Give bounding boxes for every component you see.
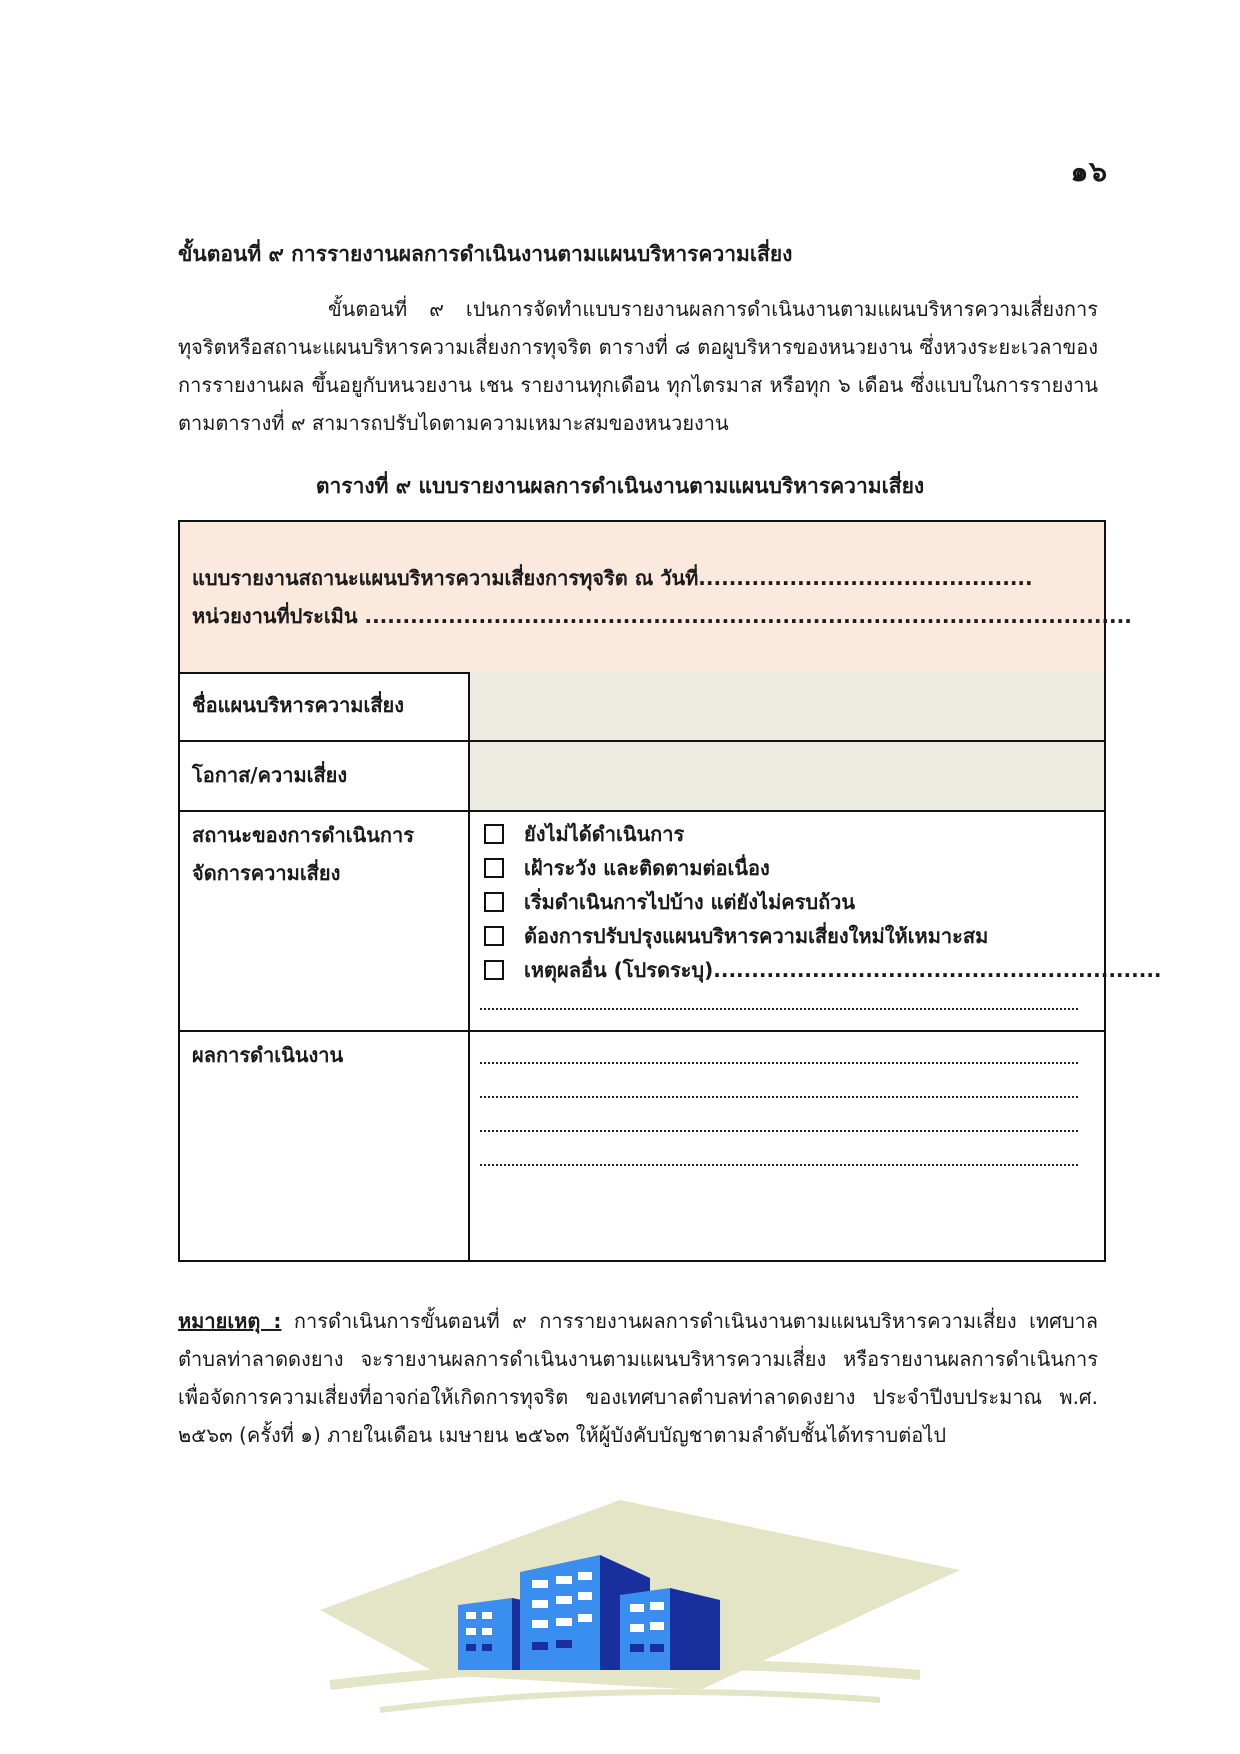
status-option[interactable]: [484, 920, 988, 952]
row-result-label: ผลการดำเนินงาน: [180, 1032, 470, 1260]
row-opportunity: [180, 742, 1104, 812]
dotted-line[interactable]: [480, 1060, 1078, 1064]
status-option-label: ต้องการปรับปรุงแผนบริหารความเสี่ยงใหม่ให้เหมาะสม: [524, 924, 989, 948]
page-number: ๑๖: [1070, 155, 1108, 188]
status-option[interactable]: [484, 886, 855, 918]
row-plan-name-label: ชื่อแผนบริหารความเสี่ยง: [180, 672, 470, 740]
building-clipart: [320, 1500, 960, 1720]
clipart-swoosh: [380, 1692, 880, 1710]
intro-paragraph-text: ขั้นตอนที่ ๙ เปนการจัดทำแบบรายงานผลการดำเนินงานตามแผนบริหารความเสี่ยงการทุจริตหรือสถานะแผนบริหารความเสี่ยงการทุจริต ตารางที่ ๘ ตอผูบริหารของหนวยงาน ซึ่งหวงระยะเวลาของการรายงานผล ขึ้นอยูกับหนวยงาน เชน รายงานทุกเดือน ทุกไตรมาส หรือทุก ๖ เดือน ซึ่งแบบในการรายงานตามตารางที่ ๙ สามารถปรับไดตามความเหมาะสมของหนวยงาน: [178, 297, 1098, 435]
dotted-line[interactable]: [480, 1094, 1078, 1098]
status-option-label: เหตุผลอื่น (โปรดระบุ)...........................................................: [524, 958, 1162, 982]
dotted-line[interactable]: [480, 1128, 1078, 1132]
row-status-label: สถานะของการดำเนินการจัดการความเสี่ยง: [180, 812, 470, 1030]
opportunity-field[interactable]: [470, 742, 1104, 810]
result-field[interactable]: [470, 1032, 1104, 1260]
status-option-label: ยังไม่ได้ดำเนินการ: [524, 822, 685, 846]
form-header-title: แบบรายงานสถานะแผนบริหารความเสี่ยงการทุจริต ณ วันที่............................................: [192, 566, 1033, 590]
row-plan-name: [180, 672, 1104, 742]
dotted-line[interactable]: [480, 1006, 1078, 1010]
checkbox-icon[interactable]: [484, 892, 504, 912]
row-status: [180, 812, 1162, 1032]
checkbox-icon[interactable]: [484, 824, 504, 844]
status-option[interactable]: [484, 954, 1162, 986]
checkbox-icon[interactable]: [484, 960, 504, 980]
footnote-label: หมายเหตุ :: [178, 1309, 282, 1333]
status-options: [470, 812, 1162, 1030]
building-right: [620, 1588, 720, 1670]
row-result: [180, 1032, 1104, 1260]
checkbox-icon[interactable]: [484, 858, 504, 878]
form-header-unit: หน่วยงานที่ประเมิน .....................................................................................................: [192, 604, 1132, 628]
section-heading: ขั้นตอนที่ ๙ การรายงานผลการดำเนินงานตามแผนบริหารความเสี่ยง: [178, 242, 793, 266]
status-option-label: เฝ้าระวัง และติดตามต่อเนื่อง: [524, 856, 770, 880]
status-option-label: เริ่มดำเนินการไปบ้าง แต่ยังไม่ครบถ้วน: [524, 890, 856, 914]
plan-name-field[interactable]: [470, 672, 1104, 740]
status-option[interactable]: [484, 818, 684, 850]
checkbox-icon[interactable]: [484, 926, 504, 946]
report-form-table: [178, 520, 1162, 1262]
footnote-text: การดำเนินการขั้นตอนที่ ๙ การรายงานผลการดำเนินงานตามแผนบริหารความเสี่ยง เทศบาลตำบลท่าลาดดงยาง จะรายงานผลการดำเนินงานตามแผนบริหารความเสี่ยง หรือรายงานผลการดำเนินการเพื่อจัดการความเสี่ยงที่อาจก่อให้เกิดการทุจริต ของเทศบาลตำบลท่าลาดดงยาง ประจำปีงบประมาณ พ.ศ. ๒๕๖๓ (ครั้งที่ ๑) ภายในเดือน เมษายน ๒๕๖๓ ให้ผู้บังคับบัญชาตามลำดับชั้นได้ทราบต่อไป: [178, 1309, 1098, 1447]
status-option[interactable]: [484, 852, 770, 884]
table-caption: ตารางที่ ๙ แบบรายงานผลการดำเนินงานตามแผนบริหารความเสี่ยง: [315, 474, 925, 498]
intro-paragraph: [178, 290, 1098, 442]
dotted-line[interactable]: [480, 1162, 1078, 1166]
footnote: [178, 1302, 1098, 1454]
row-opportunity-label: โอกาส/ความเสี่ยง: [180, 742, 470, 810]
form-header-cell: [180, 522, 1132, 674]
